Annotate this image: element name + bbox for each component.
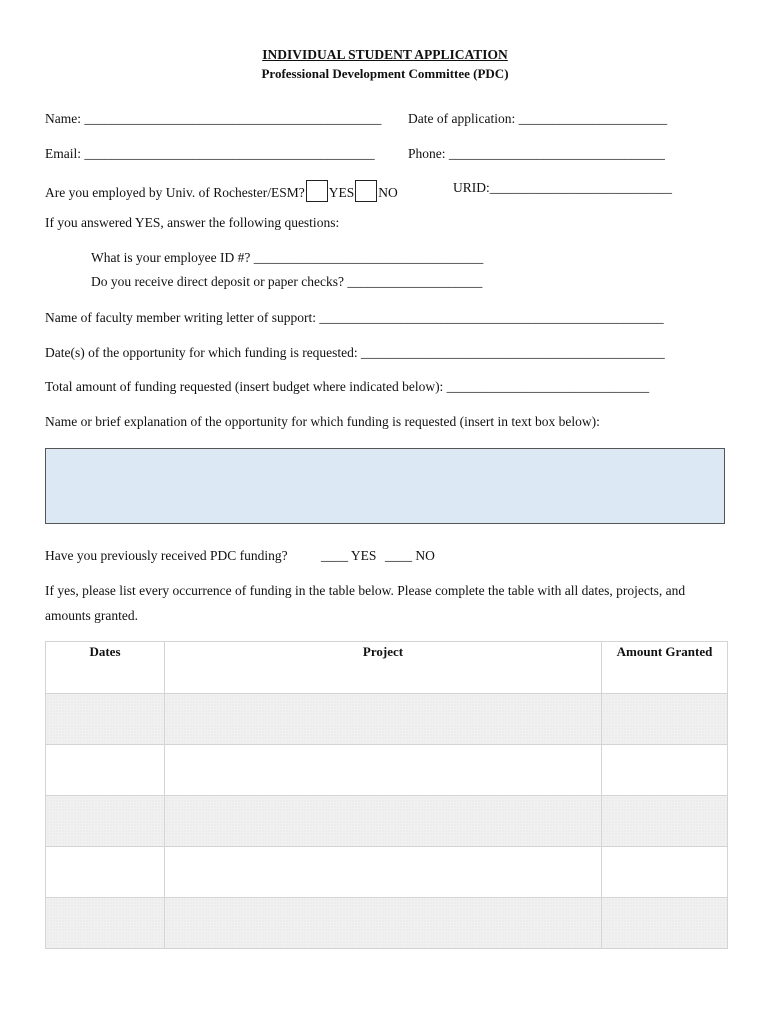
cell-dates[interactable]	[46, 847, 165, 898]
explanation-prompt: Name or brief explanation of the opportunity for which funding is requested (insert in text box below):	[45, 414, 600, 429]
previous-funding-yes[interactable]: ____ YES	[321, 548, 377, 563]
phone-field[interactable]: Phone: ________________________________	[408, 146, 665, 161]
funding-list-instructions: If yes, please list every occurrence of funding in the table below. Please complete the table with all dates, projects, and	[45, 583, 686, 598]
yes-checkbox[interactable]	[306, 180, 328, 202]
column-header-project: Project	[165, 642, 602, 694]
cell-project[interactable]	[165, 796, 602, 847]
table-row	[46, 847, 728, 898]
cell-dates[interactable]	[46, 796, 165, 847]
cell-amount-granted[interactable]	[602, 745, 728, 796]
cell-project[interactable]	[165, 847, 602, 898]
table-row	[46, 898, 728, 949]
cell-amount-granted[interactable]	[602, 694, 728, 745]
previous-funding-no[interactable]: ____ NO	[385, 548, 435, 563]
employment-question-row	[45, 180, 398, 202]
urid-field[interactable]: URID:___________________________	[453, 180, 672, 195]
if-yes-intro: If you answered YES, answer the following questions:	[45, 215, 340, 230]
cell-project[interactable]	[165, 745, 602, 796]
column-header-amount-granted: Amount Granted	[602, 642, 728, 694]
employment-question: Are you employed by Univ. of Rochester/ESM?	[45, 185, 305, 200]
table-row	[46, 694, 728, 745]
no-label: NO	[378, 185, 398, 200]
no-checkbox[interactable]	[355, 180, 377, 202]
cell-dates[interactable]	[46, 898, 165, 949]
yes-label: YES	[328, 185, 355, 200]
email-field[interactable]: Email: ___________________________________________	[45, 146, 375, 161]
funding-list-instructions-cont: amounts granted.	[45, 608, 138, 623]
explanation-text-box[interactable]	[45, 448, 725, 524]
cell-amount-granted[interactable]	[602, 847, 728, 898]
form-title: INDIVIDUAL STUDENT APPLICATION	[262, 47, 508, 62]
table-header-row	[46, 642, 728, 694]
cell-project[interactable]	[165, 898, 602, 949]
name-field[interactable]: Name: ____________________________________________	[45, 111, 382, 126]
employee-id-field[interactable]: What is your employee ID #? __________________________________	[91, 250, 484, 265]
opportunity-dates-field[interactable]: Date(s) of the opportunity for which funding is requested: _____________________________________________	[45, 345, 665, 360]
date-of-application-field[interactable]: Date of application: ______________________	[408, 111, 668, 126]
cell-dates[interactable]	[46, 745, 165, 796]
column-header-dates: Dates	[46, 642, 165, 694]
cell-project[interactable]	[165, 694, 602, 745]
previous-funding-question: Have you previously received PDC funding?	[45, 548, 288, 563]
cell-amount-granted[interactable]	[602, 796, 728, 847]
table-row	[46, 796, 728, 847]
faculty-letter-field[interactable]: Name of faculty member writing letter of support: ___________________________________________________	[45, 310, 664, 325]
form-subtitle: Professional Development Committee (PDC)	[261, 66, 509, 81]
table-row	[46, 745, 728, 796]
funding-history-table	[45, 641, 728, 949]
total-amount-field[interactable]: Total amount of funding requested (insert budget where indicated below): ______________________________	[45, 379, 650, 394]
cell-amount-granted[interactable]	[602, 898, 728, 949]
cell-dates[interactable]	[46, 694, 165, 745]
direct-deposit-field[interactable]: Do you receive direct deposit or paper checks? ____________________	[91, 274, 483, 289]
